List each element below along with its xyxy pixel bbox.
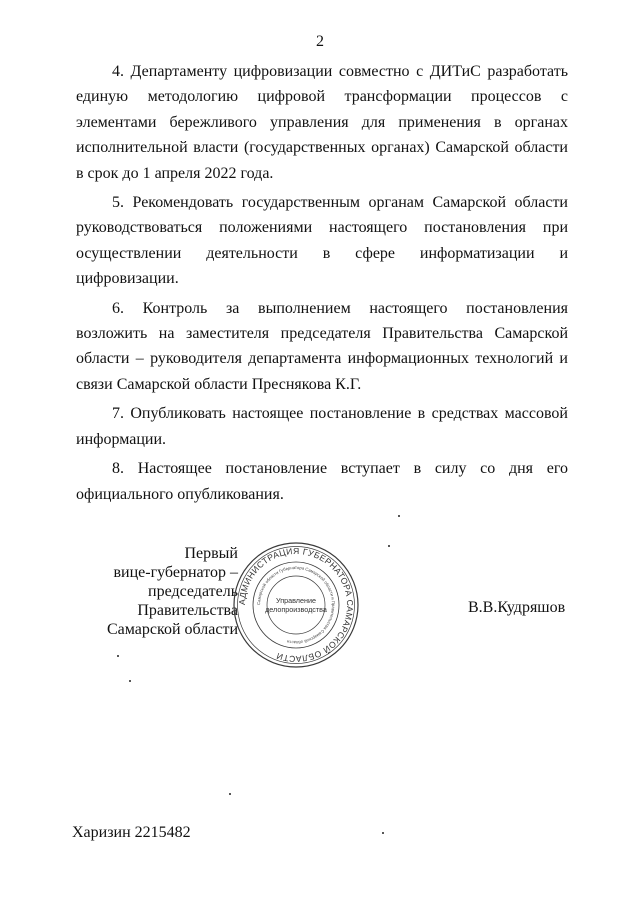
seal-center-line: делопроизводства [265,605,327,614]
paragraph-5: 5. Рекомендовать государственным органам Самарской области руководствоваться положениями настоящего постановления при осуществлении деятельности в сфере информатизации и цифровизации. [76,194,568,288]
scan-speck [398,515,400,517]
paragraph-8: 8. Настоящее постановление вступает в силу со дня его официального опубликования. [76,460,568,503]
official-seal [232,541,360,669]
position-line: вице-губернатор – [113,564,238,581]
seal-inner-text: Самарской области Губернатора Самарской области и Правительства Самарской области [255,564,337,646]
paragraph-6: 6. Контроль за выполнением настоящего постановления возложить на заместителя председателя Правительства Самарской области – руководителя департамента информационных технологий и связи Самарской области Преснякова К.Г. [76,299,568,393]
paragraph-7: 7. Опубликовать настоящее постановление в средствах массовой информации. [76,405,568,448]
signatory-name: В.В.Кудряшов [468,599,566,616]
signatory-position [60,544,238,639]
scan-speck [382,832,384,834]
document-body [76,59,568,511]
seal-center-line: Управление [276,596,316,605]
position-line: Первый [184,545,238,562]
scan-speck [129,680,131,682]
executor-footer: Харизин 2215482 [72,824,191,841]
position-line: председатель Правительства [137,583,238,619]
scan-speck [117,655,119,657]
position-line: Самарской области [107,621,238,638]
seal-outer-text: АДМИНИСТРАЦИЯ ГУБЕРНАТОРА САМАРСКОЙ ОБЛАСТИ [236,545,356,665]
page-number: 2 [316,33,324,50]
paragraph-4: 4. Департаменту цифровизации совместно с ДИТиС разработать единую методологию цифровой трансформации процессов с элементами бережливого управления для применения в органах исполнительной власти (государственных органах) Самарской области в срок до 1 апреля 2022 года. [76,63,568,182]
scan-speck [229,793,231,795]
scan-speck [388,545,390,547]
